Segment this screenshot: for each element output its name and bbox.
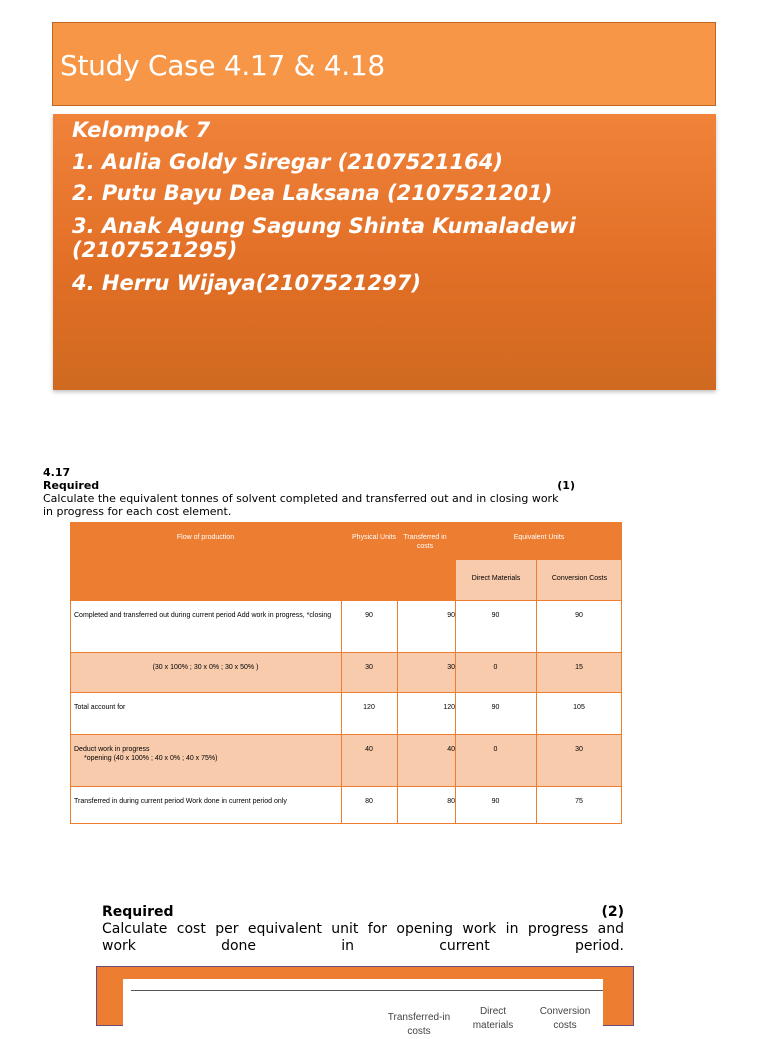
table-top-rule bbox=[131, 990, 603, 991]
physical-units-cell: 40 bbox=[365, 746, 373, 753]
direct-materials-cell: 0 bbox=[493, 664, 498, 671]
member-line: 3. Anak Agung Sagung Shinta Kumaladewi bbox=[72, 214, 576, 238]
conversion-costs-cell: 15 bbox=[575, 664, 583, 671]
transferred-in-cell: 90 bbox=[447, 612, 455, 619]
transferred-in-cell: 80 bbox=[447, 798, 455, 805]
page-title: Study Case 4.17 & 4.18 bbox=[60, 49, 385, 82]
description-word: work bbox=[102, 938, 136, 954]
description-line bbox=[102, 938, 624, 955]
group-name: Kelompok 7 bbox=[72, 118, 211, 142]
description-line: Calculate cost per equivalent unit for opening work in progress and bbox=[102, 921, 624, 937]
column-divider bbox=[536, 600, 537, 824]
group-members-panel bbox=[53, 114, 716, 390]
physical-units-cell: 80 bbox=[365, 798, 373, 805]
header-equivalent-units: Equivalent Units bbox=[513, 534, 565, 541]
subheader-label: Direct Materials bbox=[471, 575, 521, 582]
section-required-2 bbox=[102, 904, 624, 955]
member-line: 1. Aulia Goldy Siregar (2107521164) bbox=[72, 150, 503, 174]
direct-materials-cell: 90 bbox=[491, 612, 500, 619]
table-preview-sheet bbox=[123, 979, 603, 1039]
physical-units-cell: 120 bbox=[363, 704, 375, 711]
required-heading bbox=[102, 904, 624, 921]
header-direct-materials: Direct materials bbox=[472, 1006, 514, 1031]
description-line: in progress for each cost element. bbox=[43, 505, 232, 518]
equivalent-units-table bbox=[70, 522, 622, 824]
table-row bbox=[70, 600, 622, 652]
conversion-costs-cell: 30 bbox=[575, 746, 583, 753]
row-label: Transferred in during current period Work done in current period only bbox=[74, 798, 287, 805]
header-physical-units: Physical Units bbox=[352, 534, 396, 541]
header-flow: Flow of production bbox=[176, 534, 235, 541]
table-row bbox=[70, 734, 622, 786]
description-word: current bbox=[439, 938, 490, 954]
description-line: Calculate the equivalent tonnes of solvent completed and transferred out and in closing work bbox=[43, 492, 559, 505]
row-label: (30 x 100% ; 30 x 0% ; 30 x 50% ) bbox=[152, 664, 259, 671]
direct-materials-cell: 0 bbox=[493, 746, 498, 753]
description-word: in bbox=[341, 938, 355, 954]
required-description bbox=[43, 492, 575, 518]
section-4-17 bbox=[43, 466, 575, 518]
description-word: period. bbox=[574, 938, 624, 954]
row-label: Completed and transferred out during current period Add work in progress, *closing bbox=[74, 612, 332, 619]
table-header bbox=[70, 522, 622, 601]
table-row bbox=[70, 786, 622, 824]
direct-materials-cell: 90 bbox=[491, 704, 500, 711]
subheader-label: Conversion Costs bbox=[551, 575, 608, 582]
row-label: Total account for bbox=[74, 704, 126, 711]
required-label: Required bbox=[43, 479, 100, 492]
member-line: (2107521295) bbox=[72, 238, 238, 262]
table-row bbox=[70, 692, 622, 734]
required-heading bbox=[43, 479, 575, 492]
physical-units-cell: 30 bbox=[365, 664, 373, 671]
row-label-detail: *opening (40 x 100% ; 40 x 0% ; 40 x 75%) bbox=[84, 755, 218, 762]
conversion-costs-cell: 105 bbox=[573, 704, 585, 711]
conversion-costs-cell: 90 bbox=[575, 612, 583, 619]
subheader-direct-materials bbox=[455, 560, 536, 600]
cost-per-unit-table-preview bbox=[96, 966, 634, 1037]
header-conversion-costs: Conversion costs bbox=[539, 1006, 591, 1031]
description-word: done bbox=[221, 938, 257, 954]
header-transferred-in: Transferred in costs bbox=[403, 534, 447, 550]
transferred-in-cell: 30 bbox=[447, 664, 455, 671]
header-transferred-in: Transferred-in costs bbox=[387, 1012, 451, 1037]
section-number: 4.17 bbox=[43, 466, 71, 479]
title-banner bbox=[52, 22, 716, 106]
member-line: 2. Putu Bayu Dea Laksana (2107521201) bbox=[72, 181, 553, 205]
subheader-conversion-costs bbox=[536, 560, 622, 600]
transferred-in-cell: 120 bbox=[443, 704, 455, 711]
member-line: 4. Herru Wijaya(2107521297) bbox=[72, 271, 421, 295]
required-part: (1) bbox=[557, 479, 575, 492]
direct-materials-cell: 90 bbox=[491, 798, 500, 805]
column-divider bbox=[455, 560, 456, 824]
column-divider bbox=[397, 600, 398, 824]
table-row bbox=[70, 652, 622, 692]
conversion-costs-cell: 75 bbox=[575, 798, 583, 805]
transferred-in-cell: 40 bbox=[447, 746, 455, 753]
physical-units-cell: 90 bbox=[365, 612, 373, 619]
row-label: Deduct work in progress bbox=[74, 746, 150, 753]
required-label: Required bbox=[102, 904, 174, 920]
column-divider bbox=[341, 600, 342, 824]
required-part: (2) bbox=[601, 904, 624, 920]
